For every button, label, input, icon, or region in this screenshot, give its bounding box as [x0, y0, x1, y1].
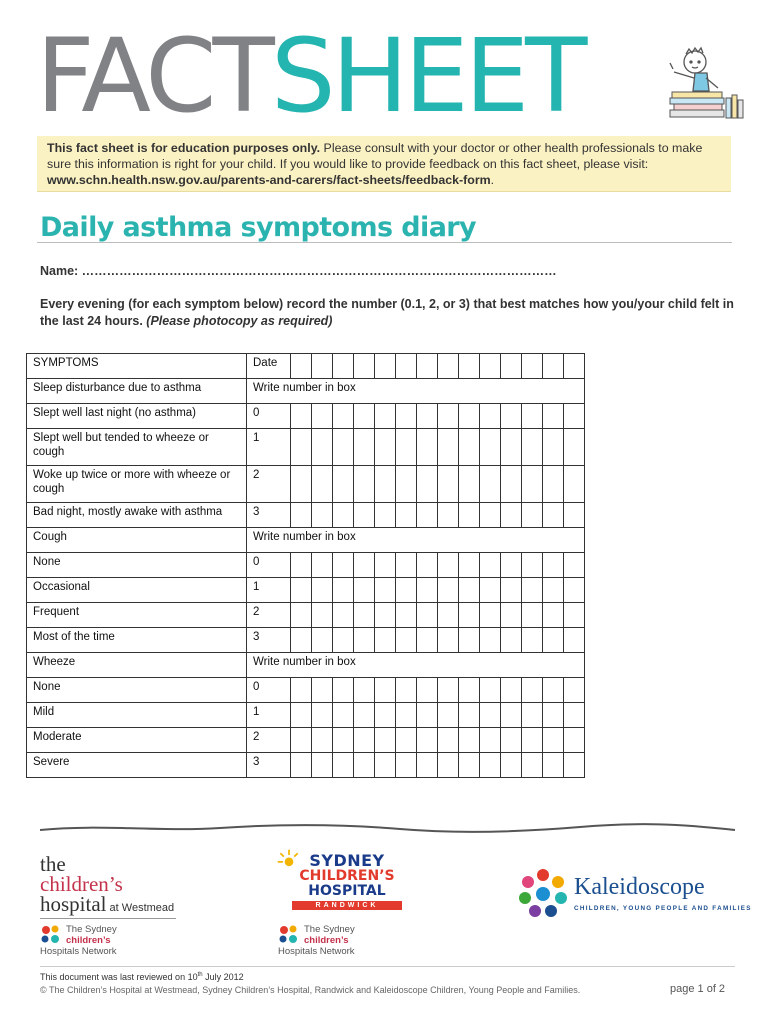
day-entry-cell[interactable] [312, 578, 333, 603]
day-entry-cell[interactable] [438, 429, 459, 466]
day-entry-cell[interactable] [417, 578, 438, 603]
day-entry-cell[interactable] [564, 404, 585, 429]
symptom-score: 2 [247, 603, 291, 628]
day-entry-cell[interactable] [543, 728, 564, 753]
notice-end: . [490, 173, 495, 187]
day-entry-cell[interactable] [417, 728, 438, 753]
day-entry-cell[interactable] [459, 354, 480, 379]
day-entry-cell[interactable] [543, 578, 564, 603]
day-entry-cell[interactable] [480, 503, 501, 528]
table-row [27, 528, 585, 553]
table-row [27, 603, 585, 628]
day-entry-cell[interactable] [354, 753, 375, 778]
day-entry-cell[interactable] [312, 354, 333, 379]
day-entry-cell[interactable] [522, 703, 543, 728]
day-entry-cell[interactable] [354, 503, 375, 528]
day-entry-cell[interactable] [417, 503, 438, 528]
day-entry-cell[interactable] [333, 578, 354, 603]
sch-line2: CHILDREN’S [299, 868, 395, 884]
heading-fact: FACT [36, 17, 271, 136]
symptom-label: None [27, 553, 247, 578]
day-entry-cell[interactable] [312, 728, 333, 753]
day-entry-cell[interactable] [312, 703, 333, 728]
day-entry-cell[interactable] [522, 603, 543, 628]
chw-line3 [40, 894, 174, 918]
day-entry-cell[interactable] [522, 354, 543, 379]
symptom-label: Frequent [27, 603, 247, 628]
day-entry-cell[interactable] [417, 628, 438, 653]
day-entry-cell[interactable] [333, 678, 354, 703]
day-entry-cell[interactable] [543, 703, 564, 728]
day-entry-cell[interactable] [375, 354, 396, 379]
day-entry-cell[interactable] [375, 404, 396, 429]
day-entry-cell[interactable] [564, 728, 585, 753]
day-entry-cell[interactable] [375, 728, 396, 753]
day-entry-cell[interactable] [291, 753, 312, 778]
chw-line1: the [40, 852, 66, 876]
chw-logo [40, 854, 174, 918]
day-entry-cell[interactable] [501, 678, 522, 703]
instructions [40, 296, 740, 330]
day-entry-cell[interactable] [564, 466, 585, 503]
day-entry-cell[interactable] [480, 628, 501, 653]
fact-sheet-heading [36, 17, 584, 136]
day-entry-cell[interactable] [354, 429, 375, 466]
symptom-label: Woke up twice or more with wheeze or cough [27, 466, 247, 503]
day-entry-cell[interactable] [459, 628, 480, 653]
day-entry-cell[interactable] [375, 578, 396, 603]
day-entry-cell[interactable] [438, 354, 459, 379]
day-entry-cell[interactable] [396, 466, 417, 503]
day-entry-cell[interactable] [291, 466, 312, 503]
instructions-text: Every evening (for each symptom below) record the number (0.1, 2, or 3) that best matches how you/your child felt in the last 24 hours. [40, 297, 734, 328]
day-entry-cell[interactable] [396, 429, 417, 466]
day-entry-cell[interactable] [564, 429, 585, 466]
day-entry-cell[interactable] [501, 703, 522, 728]
table-header-row [27, 354, 585, 379]
day-entry-cell[interactable] [501, 753, 522, 778]
day-entry-cell[interactable] [291, 429, 312, 466]
day-entry-cell[interactable] [291, 628, 312, 653]
day-entry-cell[interactable] [543, 678, 564, 703]
day-entry-cell[interactable] [396, 578, 417, 603]
day-entry-cell[interactable] [459, 466, 480, 503]
symptom-score: 3 [247, 628, 291, 653]
child-reading-illustration [650, 40, 750, 130]
day-entry-cell[interactable] [543, 354, 564, 379]
day-entry-cell[interactable] [564, 753, 585, 778]
symptom-score: 1 [247, 578, 291, 603]
table-row [27, 728, 585, 753]
day-entry-cell[interactable] [417, 404, 438, 429]
day-entry-cell[interactable] [522, 728, 543, 753]
day-entry-cell[interactable] [333, 404, 354, 429]
network-line2-1: Hospitals Network [40, 946, 117, 957]
section-instruction: Write number in box [247, 528, 585, 553]
day-entry-cell[interactable] [522, 503, 543, 528]
day-entry-cell[interactable] [564, 354, 585, 379]
chw-line3-main: hospital [40, 892, 107, 916]
day-entry-cell[interactable] [438, 466, 459, 503]
kaleidoscope-mark-icon [516, 866, 570, 920]
day-entry-cell[interactable] [564, 703, 585, 728]
day-entry-cell[interactable] [312, 429, 333, 466]
table-row [27, 678, 585, 703]
table-row [27, 404, 585, 429]
instructions-note: (Please photocopy as required) [146, 314, 333, 328]
day-entry-cell[interactable] [375, 503, 396, 528]
day-entry-cell[interactable] [459, 578, 480, 603]
symptom-score: 2 [247, 728, 291, 753]
symptoms-header: SYMPTOMS [27, 354, 247, 379]
network-logo-2 [278, 924, 376, 957]
page-title: Daily asthma symptoms diary [40, 212, 477, 243]
symptom-score: 1 [247, 703, 291, 728]
day-entry-cell[interactable] [564, 678, 585, 703]
education-notice [37, 136, 731, 192]
day-entry-cell[interactable] [522, 404, 543, 429]
day-entry-cell[interactable] [396, 628, 417, 653]
section-label: Wheeze [27, 653, 247, 678]
notice-text: Please consult with your doctor or other health professionals to make sure this information is right for your child. If you would like to provide feedback on this fact sheet, please visit: [47, 141, 703, 171]
symptom-label: None [27, 678, 247, 703]
day-entry-cell[interactable] [375, 678, 396, 703]
table-row [27, 429, 585, 466]
table-row [27, 628, 585, 653]
day-entry-cell[interactable] [312, 628, 333, 653]
day-entry-cell[interactable] [354, 578, 375, 603]
day-entry-cell[interactable] [354, 354, 375, 379]
day-entry-cell[interactable] [396, 678, 417, 703]
day-entry-cell[interactable] [543, 753, 564, 778]
page-number: page 1 of 2 [670, 983, 726, 995]
day-entry-cell[interactable] [375, 466, 396, 503]
day-entry-cell[interactable] [333, 628, 354, 653]
symptom-score: 3 [247, 503, 291, 528]
day-entry-cell[interactable] [396, 753, 417, 778]
day-entry-cell[interactable] [459, 703, 480, 728]
day-entry-cell[interactable] [438, 578, 459, 603]
day-entry-cell[interactable] [522, 678, 543, 703]
section-label: Cough [27, 528, 247, 553]
network-bold-1: children’s [66, 935, 111, 946]
day-entry-cell[interactable] [375, 753, 396, 778]
day-entry-cell[interactable] [480, 678, 501, 703]
copyright: © The Children’s Hospital at Westmead, Sydney Children’s Hospital, Randwick and Kaleidoscope Children, Young People and Families. [40, 985, 581, 995]
chw-line2: children’s [40, 872, 123, 896]
day-entry-cell[interactable] [438, 404, 459, 429]
day-entry-cell[interactable] [459, 503, 480, 528]
day-entry-cell[interactable] [417, 678, 438, 703]
day-entry-cell[interactable] [459, 404, 480, 429]
day-entry-cell[interactable] [291, 603, 312, 628]
day-entry-cell[interactable] [375, 429, 396, 466]
day-entry-cell[interactable] [333, 429, 354, 466]
chw-logo-rule [40, 918, 176, 919]
day-entry-cell[interactable] [438, 753, 459, 778]
day-entry-cell[interactable] [417, 603, 438, 628]
reviewed-pre: This document was last reviewed on 10 [40, 972, 198, 982]
day-entry-cell[interactable] [501, 553, 522, 578]
table-row [27, 379, 585, 404]
day-entry-cell[interactable] [333, 728, 354, 753]
day-entry-cell[interactable] [501, 628, 522, 653]
day-entry-cell[interactable] [480, 466, 501, 503]
day-entry-cell[interactable] [417, 703, 438, 728]
symptoms-table [26, 353, 585, 778]
sun-icon [276, 848, 302, 874]
chw-line3-small: at Westmead [106, 902, 175, 914]
day-entry-cell[interactable] [501, 578, 522, 603]
day-entry-cell[interactable] [354, 678, 375, 703]
network-line2-2: Hospitals Network [278, 946, 355, 957]
day-entry-cell[interactable] [459, 753, 480, 778]
day-entry-cell[interactable] [333, 503, 354, 528]
day-entry-cell[interactable] [291, 728, 312, 753]
reviewed-post: July 2012 [202, 972, 244, 982]
table-row [27, 578, 585, 603]
kaleidoscope-name: Kaleidoscope [574, 874, 705, 900]
symptom-label: Bad night, mostly awake with asthma [27, 503, 247, 528]
day-entry-cell[interactable] [417, 753, 438, 778]
symptom-label: Slept well but tended to wheeze or cough [27, 429, 247, 466]
symptom-score: 0 [247, 404, 291, 429]
day-entry-cell[interactable] [438, 503, 459, 528]
day-entry-cell[interactable] [543, 404, 564, 429]
day-entry-cell[interactable] [354, 553, 375, 578]
reviewed-sup: th [197, 972, 203, 978]
day-entry-cell[interactable] [501, 503, 522, 528]
day-entry-cell[interactable] [312, 603, 333, 628]
title-divider [37, 242, 732, 243]
day-entry-cell[interactable] [396, 703, 417, 728]
section-label: Sleep disturbance due to asthma [27, 379, 247, 404]
feedback-link[interactable]: www.schn.health.nsw.gov.au/parents-and-carers/fact-sheets/feedback-form [47, 173, 491, 187]
day-entry-cell[interactable] [312, 678, 333, 703]
day-entry-cell[interactable] [291, 678, 312, 703]
symptom-label: Moderate [27, 728, 247, 753]
symptom-score: 3 [247, 753, 291, 778]
table-row [27, 753, 585, 778]
day-entry-cell[interactable] [333, 466, 354, 503]
day-entry-cell[interactable] [354, 603, 375, 628]
day-entry-cell[interactable] [375, 628, 396, 653]
day-entry-cell[interactable] [291, 578, 312, 603]
day-entry-cell[interactable] [543, 553, 564, 578]
day-entry-cell[interactable] [501, 429, 522, 466]
network-pre-2: The Sydney [304, 924, 355, 935]
symptom-score: 0 [247, 553, 291, 578]
day-entry-cell[interactable] [375, 603, 396, 628]
notice-bold: This fact sheet is for education purposes only. [47, 141, 321, 155]
day-entry-cell[interactable] [291, 354, 312, 379]
day-entry-cell[interactable] [291, 703, 312, 728]
day-entry-cell[interactable] [312, 466, 333, 503]
day-entry-cell[interactable] [333, 553, 354, 578]
day-entry-cell[interactable] [522, 429, 543, 466]
day-entry-cell[interactable] [459, 429, 480, 466]
network-dots-icon [278, 924, 300, 946]
date-header: Date [247, 354, 291, 379]
day-entry-cell[interactable] [438, 703, 459, 728]
day-entry-cell[interactable] [564, 603, 585, 628]
day-entry-cell[interactable] [501, 354, 522, 379]
day-entry-cell[interactable] [564, 578, 585, 603]
table-row [27, 503, 585, 528]
day-entry-cell[interactable] [501, 466, 522, 503]
day-entry-cell[interactable] [438, 628, 459, 653]
day-entry-cell[interactable] [396, 728, 417, 753]
day-entry-cell[interactable] [480, 429, 501, 466]
section-instruction: Write number in box [247, 379, 585, 404]
day-entry-cell[interactable] [291, 553, 312, 578]
day-entry-cell[interactable] [480, 354, 501, 379]
sch-line4: RANDWICK [292, 901, 402, 910]
network-dots-icon [40, 924, 62, 946]
table-row [27, 466, 585, 503]
day-entry-cell[interactable] [354, 404, 375, 429]
symptom-score: 2 [247, 466, 291, 503]
day-entry-cell[interactable] [396, 354, 417, 379]
day-entry-cell[interactable] [459, 603, 480, 628]
day-entry-cell[interactable] [438, 678, 459, 703]
symptom-score: 0 [247, 678, 291, 703]
day-entry-cell[interactable] [396, 603, 417, 628]
day-entry-cell[interactable] [480, 753, 501, 778]
day-entry-cell[interactable] [501, 603, 522, 628]
review-date [40, 972, 244, 982]
symptom-score: 1 [247, 429, 291, 466]
day-entry-cell[interactable] [459, 728, 480, 753]
day-entry-cell[interactable] [501, 404, 522, 429]
network-pre-1: The Sydney [66, 924, 117, 935]
network-bold-2: children’s [304, 935, 349, 946]
day-entry-cell[interactable] [543, 466, 564, 503]
footer-divider [40, 966, 735, 967]
day-entry-cell[interactable] [417, 466, 438, 503]
day-entry-cell[interactable] [375, 553, 396, 578]
day-entry-cell[interactable] [543, 603, 564, 628]
sch-line3: HOSPITAL [308, 883, 386, 899]
day-entry-cell[interactable] [522, 578, 543, 603]
day-entry-cell[interactable] [396, 553, 417, 578]
day-entry-cell[interactable] [543, 503, 564, 528]
day-entry-cell[interactable] [354, 728, 375, 753]
table-row [27, 653, 585, 678]
day-entry-cell[interactable] [564, 503, 585, 528]
network-logo-1 [40, 924, 138, 957]
day-entry-cell[interactable] [564, 628, 585, 653]
day-entry-cell[interactable] [522, 628, 543, 653]
day-entry-cell[interactable] [543, 429, 564, 466]
day-entry-cell[interactable] [438, 728, 459, 753]
day-entry-cell[interactable] [417, 429, 438, 466]
day-entry-cell[interactable] [396, 404, 417, 429]
symptom-label: Most of the time [27, 628, 247, 653]
day-entry-cell[interactable] [312, 553, 333, 578]
day-entry-cell[interactable] [291, 404, 312, 429]
day-entry-cell[interactable] [396, 503, 417, 528]
day-entry-cell[interactable] [354, 628, 375, 653]
day-entry-cell[interactable] [333, 603, 354, 628]
day-entry-cell[interactable] [480, 703, 501, 728]
day-entry-cell[interactable] [438, 603, 459, 628]
day-entry-cell[interactable] [543, 628, 564, 653]
day-entry-cell[interactable] [312, 404, 333, 429]
day-entry-cell[interactable] [312, 503, 333, 528]
sch-line1: SYDNEY [309, 851, 385, 870]
day-entry-cell[interactable] [459, 553, 480, 578]
day-entry-cell[interactable] [312, 753, 333, 778]
day-entry-cell[interactable] [522, 753, 543, 778]
symptom-label: Severe [27, 753, 247, 778]
day-entry-cell[interactable] [417, 354, 438, 379]
sch-logo [280, 852, 414, 910]
name-field[interactable]: Name: …………………………………………………………………………………………………… [40, 264, 557, 278]
table-row [27, 553, 585, 578]
day-entry-cell[interactable] [354, 466, 375, 503]
day-entry-cell[interactable] [480, 578, 501, 603]
day-entry-cell[interactable] [417, 553, 438, 578]
kaleidoscope-subtitle: CHILDREN, YOUNG PEOPLE AND FAMILIES [574, 905, 752, 912]
table-row [27, 703, 585, 728]
day-entry-cell[interactable] [480, 404, 501, 429]
day-entry-cell[interactable] [291, 503, 312, 528]
day-entry-cell[interactable] [333, 354, 354, 379]
section-instruction: Write number in box [247, 653, 585, 678]
day-entry-cell[interactable] [480, 603, 501, 628]
day-entry-cell[interactable] [564, 553, 585, 578]
day-entry-cell[interactable] [438, 553, 459, 578]
symptom-label: Occasional [27, 578, 247, 603]
day-entry-cell[interactable] [333, 703, 354, 728]
symptom-label: Slept well last night (no asthma) [27, 404, 247, 429]
decorative-wave-divider [40, 818, 735, 838]
day-entry-cell[interactable] [375, 703, 396, 728]
day-entry-cell[interactable] [501, 728, 522, 753]
symptom-label: Mild [27, 703, 247, 728]
heading-sheet: SHEET [270, 17, 584, 136]
day-entry-cell[interactable] [333, 753, 354, 778]
day-entry-cell[interactable] [480, 728, 501, 753]
day-entry-cell[interactable] [480, 553, 501, 578]
day-entry-cell[interactable] [522, 466, 543, 503]
day-entry-cell[interactable] [459, 678, 480, 703]
day-entry-cell[interactable] [354, 703, 375, 728]
day-entry-cell[interactable] [522, 553, 543, 578]
